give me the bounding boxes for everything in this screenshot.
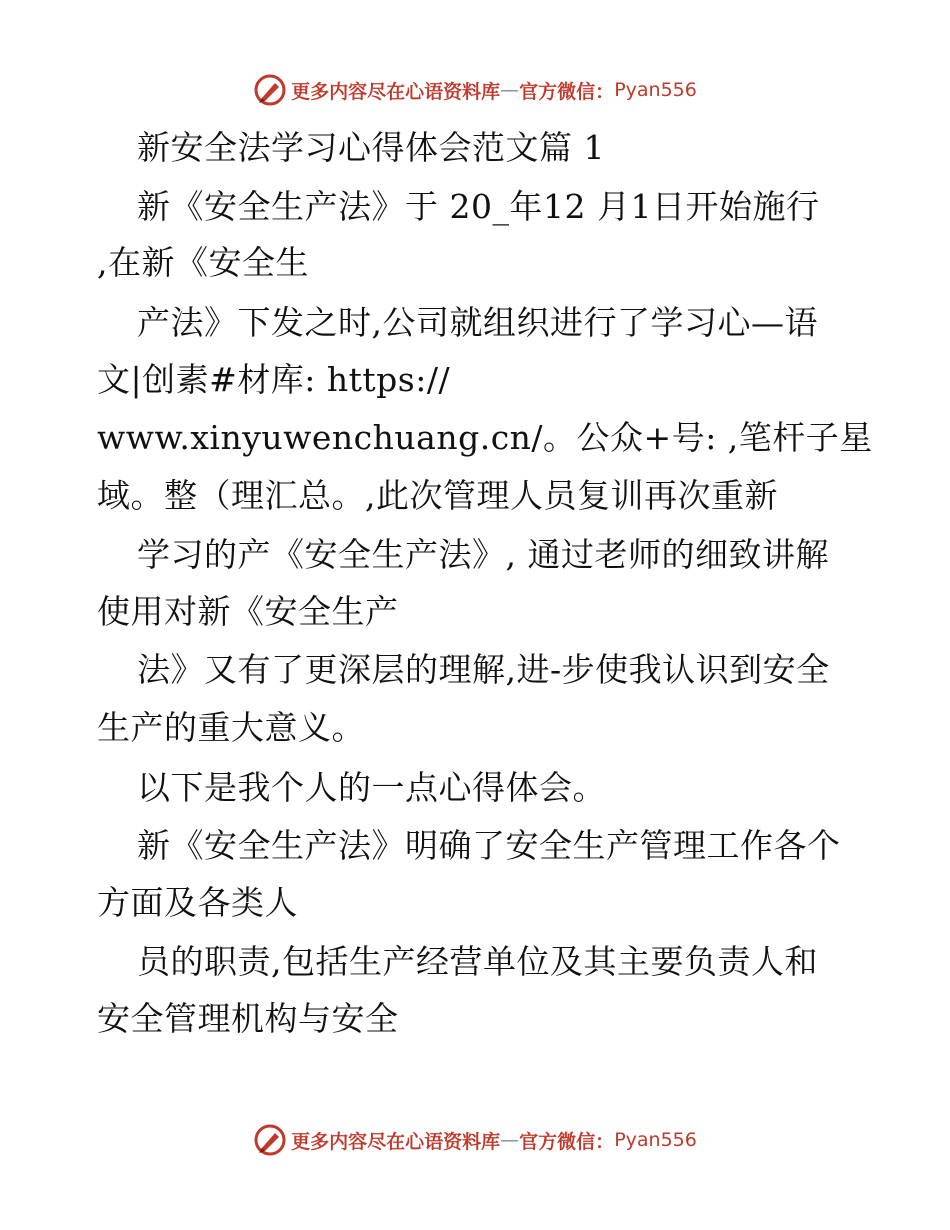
text-line: 员的职责,包括生产经营单位及其主要负责人和 [137, 942, 818, 981]
article-title: 新安全法学习心得体会范文篇 1 [137, 128, 605, 167]
text-line: 使用对新《安全生产 [97, 592, 399, 631]
text-line: 域。整（理汇总。,此次管理人员复训再次重新 [97, 476, 778, 515]
text-line: 生产的重大意义。 [97, 708, 365, 747]
footer-watermark-banner [0, 1120, 950, 1160]
text-line: 法》又有了更深层的理解,进-步使我认识到安全 [137, 650, 830, 689]
text-line: 以下是我个人的一点心得体会。 [137, 768, 606, 807]
pen-logo-icon [253, 73, 287, 107]
text-line: 文|创素#材库: https:// [97, 360, 451, 399]
pen-logo-icon [253, 1123, 287, 1157]
banner-dash: — [500, 79, 520, 101]
banner-wechat-id: Pyan556 [614, 1129, 697, 1151]
text-line: 产法》下发之时,公司就组织进行了学习心—语 [137, 303, 818, 342]
text-line: www.xinyuwenchuang.cn/。公众+号: ,笔杆子星 [97, 418, 873, 457]
text-line: 学习的产《安全生产法》, 通过老师的细致讲解 [137, 535, 829, 574]
banner-wechat-id: Pyan556 [614, 79, 697, 101]
banner-wechat-label: 官方微信： [519, 80, 615, 103]
banner-site-text: 更多内容尽在心语资料库 [291, 1130, 501, 1153]
text-line: ,在新《安全生 [97, 243, 309, 282]
banner-site-text: 更多内容尽在心语资料库 [291, 80, 501, 103]
text-line: 新《安全生产法》明确了安全生产管理工作各个 [137, 826, 841, 865]
header-watermark-banner [0, 70, 950, 110]
text-line: 安全管理机构与安全 [97, 999, 399, 1038]
banner-dash: — [500, 1129, 520, 1151]
text-line: 方面及各类人 [97, 883, 298, 922]
banner-wechat-label: 官方微信： [519, 1130, 615, 1153]
text-line: 新《安全生产法》于 20_年12 月1日开始施行 [137, 187, 820, 226]
